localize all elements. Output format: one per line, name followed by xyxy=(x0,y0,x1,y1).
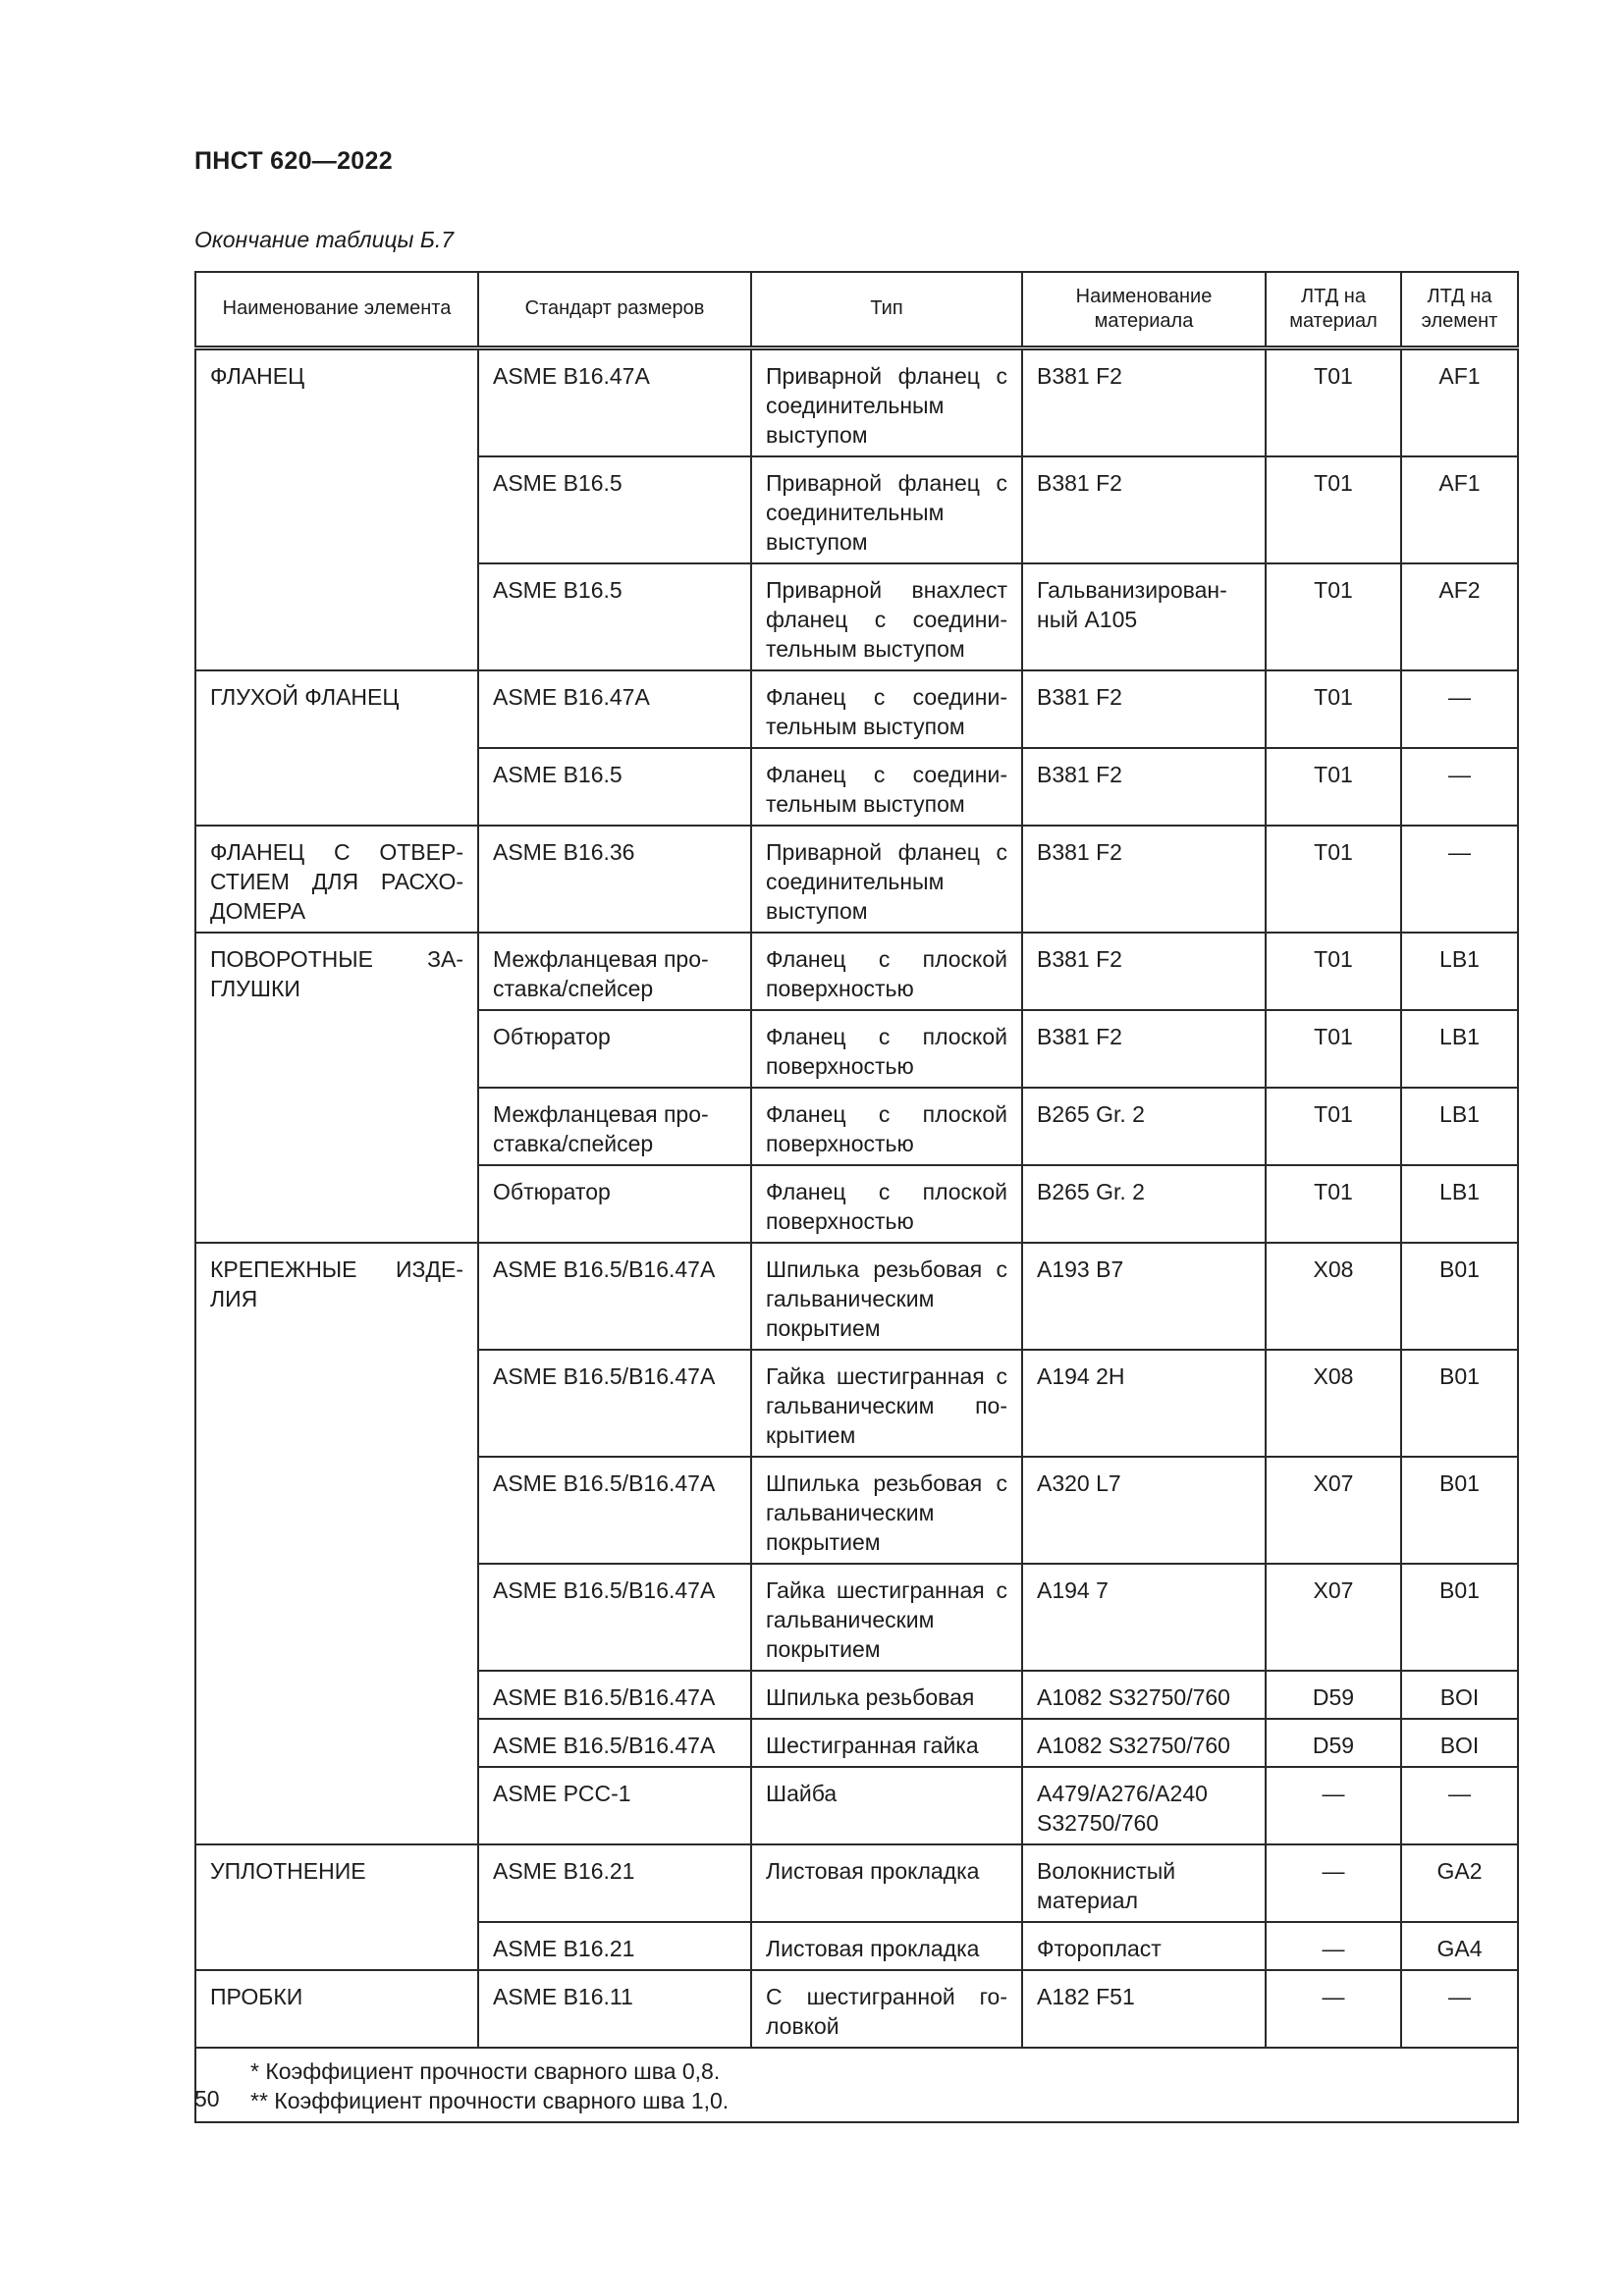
ltd-material-cell: T01 xyxy=(1266,1165,1401,1243)
ltd-element-cell: AF2 xyxy=(1401,563,1518,670)
material-cell: B381 F2 xyxy=(1022,748,1266,826)
note-line: * Коэффициент прочности сварного шва 0,8. xyxy=(250,2057,721,2084)
ltd-element-cell: — xyxy=(1401,1767,1518,1844)
ltd-material-cell: X08 xyxy=(1266,1350,1401,1457)
type-cell: Приварной внахлест фланец с соедини-тельным выступом xyxy=(751,563,1022,670)
ltd-element-cell: B01 xyxy=(1401,1243,1518,1350)
ltd-element-cell: — xyxy=(1401,1970,1518,2048)
column-header: Наименование элемента xyxy=(195,272,478,347)
standard-cell: ASME B16.47A xyxy=(478,347,751,456)
material-cell: B265 Gr. 2 xyxy=(1022,1165,1266,1243)
ltd-material-cell: X07 xyxy=(1266,1564,1401,1671)
ltd-element-cell: AF1 xyxy=(1401,347,1518,456)
table-row xyxy=(195,670,1518,748)
type-cell: Гайка шестигранная с гальваническим по-крытием xyxy=(751,1350,1022,1457)
ltd-element-cell: B01 xyxy=(1401,1350,1518,1457)
table-row xyxy=(195,347,1518,456)
table-body xyxy=(195,347,1518,2048)
material-cell: B265 Gr. 2 xyxy=(1022,1088,1266,1165)
table-row xyxy=(195,826,1518,933)
document-code: ПНСТ 620—2022 xyxy=(194,147,393,175)
column-header: Наименование материала xyxy=(1022,272,1266,347)
ltd-element-cell: — xyxy=(1401,748,1518,826)
material-cell: A1082 S32750/760 xyxy=(1022,1719,1266,1767)
type-cell: Листовая прокладка xyxy=(751,1844,1022,1922)
ltd-element-cell: LB1 xyxy=(1401,1165,1518,1243)
ltd-material-cell: T01 xyxy=(1266,933,1401,1010)
ltd-material-cell: T01 xyxy=(1266,748,1401,826)
note-line: ** Коэффициент прочности сварного шва 1,0. xyxy=(250,2087,730,2113)
element-name-cell: ГЛУХОЙ ФЛАНЕЦ xyxy=(195,670,478,826)
material-cell: Гальванизирован-ный А105 xyxy=(1022,563,1266,670)
column-header: Стандарт размеров xyxy=(478,272,751,347)
ltd-element-cell: LB1 xyxy=(1401,1010,1518,1088)
type-cell: Шпилька резьбовая с гальваническим покрытием xyxy=(751,1457,1022,1564)
material-cell: A182 F51 xyxy=(1022,1970,1266,2048)
column-header: ЛТД на материал xyxy=(1266,272,1401,347)
table-row xyxy=(195,933,1518,1010)
material-cell: B381 F2 xyxy=(1022,456,1266,563)
page-number: 50 xyxy=(194,2086,220,2111)
ltd-material-cell: T01 xyxy=(1266,1088,1401,1165)
element-name-cell: УПЛОТНЕНИЕ xyxy=(195,1844,478,1970)
ltd-element-cell: B01 xyxy=(1401,1564,1518,1671)
standard-cell: ASME B16.47A xyxy=(478,670,751,748)
ltd-material-cell: — xyxy=(1266,1767,1401,1844)
standard-cell: ASME B16.11 xyxy=(478,1970,751,2048)
type-cell: Шпилька резьбовая с гальваническим покрытием xyxy=(751,1243,1022,1350)
ltd-material-cell: T01 xyxy=(1266,826,1401,933)
table-caption: Окончание таблицы Б.7 xyxy=(194,227,455,252)
type-cell: Шестигранная гайка xyxy=(751,1719,1022,1767)
material-cell: B381 F2 xyxy=(1022,826,1266,933)
table-row xyxy=(195,1243,1518,1350)
type-cell: Фланец с плоской поверхностью xyxy=(751,1165,1022,1243)
element-name-cell: ПРОБКИ xyxy=(195,1970,478,2048)
ltd-material-cell: D59 xyxy=(1266,1719,1401,1767)
ltd-material-cell: X07 xyxy=(1266,1457,1401,1564)
column-header: ЛТД на элемент xyxy=(1401,272,1518,347)
material-cell: B381 F2 xyxy=(1022,347,1266,456)
ltd-material-cell: T01 xyxy=(1266,456,1401,563)
standard-cell: ASME B16.5/B16.47A xyxy=(478,1719,751,1767)
table-header-row xyxy=(195,272,1518,347)
material-cell: A193 B7 xyxy=(1022,1243,1266,1350)
type-cell: Листовая прокладка xyxy=(751,1922,1022,1970)
material-cell: B381 F2 xyxy=(1022,933,1266,1010)
material-cell: Волокнистый материал xyxy=(1022,1844,1266,1922)
standard-cell: Обтюратор xyxy=(478,1010,751,1088)
type-cell: Фланец с плоской поверхностью xyxy=(751,933,1022,1010)
element-name-cell: КРЕПЕЖНЫЕ ИЗДЕ-ЛИЯ xyxy=(195,1243,478,1844)
standard-cell: ASME B16.5/B16.47A xyxy=(478,1350,751,1457)
element-name-cell: ФЛАНЕЦ xyxy=(195,347,478,670)
type-cell: Фланец с плоской поверхностью xyxy=(751,1010,1022,1088)
material-cell: B381 F2 xyxy=(1022,1010,1266,1088)
ltd-element-cell: GA2 xyxy=(1401,1844,1518,1922)
material-cell: B381 F2 xyxy=(1022,670,1266,748)
ltd-material-cell: — xyxy=(1266,1844,1401,1922)
ltd-material-cell: T01 xyxy=(1266,563,1401,670)
type-cell: Фланец с соедини-тельным выступом xyxy=(751,748,1022,826)
type-cell: Фланец с плоской поверхностью xyxy=(751,1088,1022,1165)
element-name-cell: ФЛАНЕЦ С ОТВЕР-СТИЕМ ДЛЯ РАСХО-ДОМЕРА xyxy=(195,826,478,933)
standard-cell: ASME B16.5 xyxy=(478,748,751,826)
standard-cell: Межфланцевая про-ставка/спейсер xyxy=(478,1088,751,1165)
ltd-material-cell: — xyxy=(1266,1922,1401,1970)
notes-cell xyxy=(195,2048,1518,2122)
ltd-element-cell: AF1 xyxy=(1401,456,1518,563)
ltd-element-cell: BOI xyxy=(1401,1719,1518,1767)
ltd-element-cell: — xyxy=(1401,670,1518,748)
material-cell: A479/A276/A240 S32750/760 xyxy=(1022,1767,1266,1844)
type-cell: Приварной фланец с соединительным выступом xyxy=(751,347,1022,456)
type-cell: Приварной фланец с соединительным выступом xyxy=(751,456,1022,563)
type-cell: Гайка шестигранная с гальваническим покрытием xyxy=(751,1564,1022,1671)
standard-cell: ASME B16.36 xyxy=(478,826,751,933)
standard-cell: Межфланцевая про-ставка/спейсер xyxy=(478,933,751,1010)
ltd-element-cell: B01 xyxy=(1401,1457,1518,1564)
ltd-material-cell: T01 xyxy=(1266,670,1401,748)
type-cell: С шестигранной го-ловкой xyxy=(751,1970,1022,2048)
type-cell: Фланец с соедини-тельным выступом xyxy=(751,670,1022,748)
type-cell: Шайба xyxy=(751,1767,1022,1844)
standard-cell: ASME B16.5 xyxy=(478,456,751,563)
standard-cell: ASME B16.21 xyxy=(478,1922,751,1970)
ltd-material-cell: X08 xyxy=(1266,1243,1401,1350)
column-header: Тип xyxy=(751,272,1022,347)
standard-cell: ASME B16.21 xyxy=(478,1844,751,1922)
standard-cell: Обтюратор xyxy=(478,1165,751,1243)
standard-cell: ASME PCC-1 xyxy=(478,1767,751,1844)
ltd-material-cell: T01 xyxy=(1266,347,1401,456)
material-cell: A1082 S32750/760 xyxy=(1022,1671,1266,1719)
ltd-material-cell: — xyxy=(1266,1970,1401,2048)
element-name-cell: ПОВОРОТНЫЕ ЗА-ГЛУШКИ xyxy=(195,933,478,1243)
ltd-material-cell: D59 xyxy=(1266,1671,1401,1719)
material-cell: Фторопласт xyxy=(1022,1922,1266,1970)
type-cell: Приварной фланец с соединительным выступом xyxy=(751,826,1022,933)
standard-cell: ASME B16.5/B16.47A xyxy=(478,1243,751,1350)
ltd-element-cell: GA4 xyxy=(1401,1922,1518,1970)
standard-cell: ASME B16.5 xyxy=(478,563,751,670)
material-cell: A194 7 xyxy=(1022,1564,1266,1671)
spec-table xyxy=(194,271,1519,2123)
standard-cell: ASME B16.5/B16.47A xyxy=(478,1564,751,1671)
standard-cell: ASME B16.5/B16.47A xyxy=(478,1457,751,1564)
ltd-element-cell: LB1 xyxy=(1401,933,1518,1010)
material-cell: A320 L7 xyxy=(1022,1457,1266,1564)
ltd-element-cell: BOI xyxy=(1401,1671,1518,1719)
ltd-material-cell: T01 xyxy=(1266,1010,1401,1088)
ltd-element-cell: — xyxy=(1401,826,1518,933)
table-row xyxy=(195,1970,1518,2048)
table-row xyxy=(195,1844,1518,1922)
ltd-element-cell: LB1 xyxy=(1401,1088,1518,1165)
standard-cell: ASME B16.5/B16.47A xyxy=(478,1671,751,1719)
notes-row xyxy=(195,2048,1518,2122)
material-cell: A194 2H xyxy=(1022,1350,1266,1457)
type-cell: Шпилька резьбовая xyxy=(751,1671,1022,1719)
